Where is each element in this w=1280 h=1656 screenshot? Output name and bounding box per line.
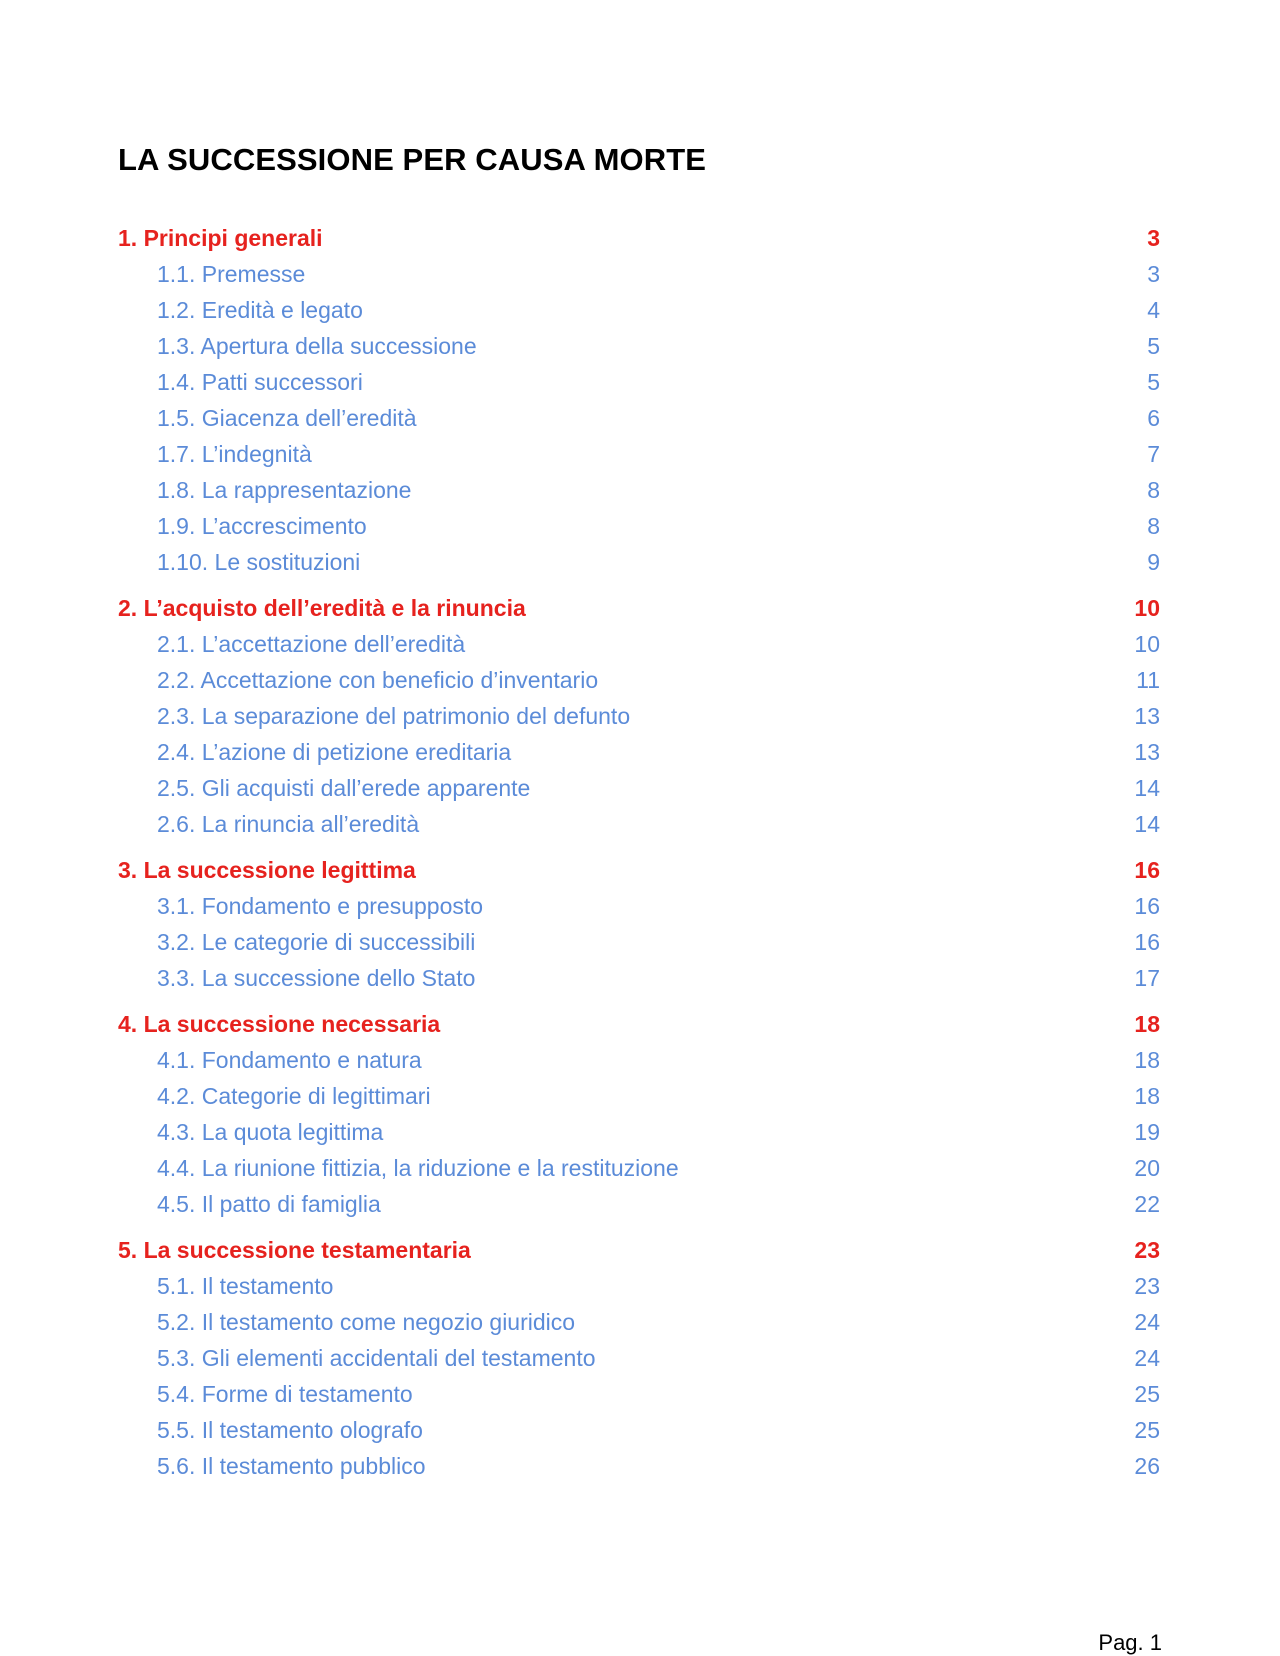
toc-section-4	[118, 1006, 1160, 1222]
toc-entry-label: 5.2. Il testamento come negozio giuridico	[157, 1309, 576, 1335]
toc-page-number: 16	[1134, 893, 1160, 919]
toc-entry[interactable]	[118, 1042, 1160, 1078]
page-title: LA SUCCESSIONE PER CAUSA MORTE	[118, 142, 707, 177]
toc-section-1	[118, 220, 1160, 580]
toc-section-label: 5. La successione testamentaria	[118, 1237, 471, 1263]
toc-entry[interactable]	[118, 806, 1160, 842]
toc-entry-label: 2.6. La rinuncia all’eredità	[157, 811, 420, 837]
toc-page-number: 3	[1147, 225, 1160, 251]
toc-entry-label: 1.5. Giacenza dell’eredità	[157, 405, 417, 431]
toc-entry-label: 1.9. L’accrescimento	[157, 513, 367, 539]
toc-entry-label: 5.3. Gli elementi accidentali del testamento	[157, 1345, 596, 1371]
toc-page-number: 5	[1147, 369, 1160, 395]
toc-page-number: 16	[1134, 857, 1160, 883]
toc-page-number: 5	[1147, 333, 1160, 359]
toc-entry[interactable]	[118, 472, 1160, 508]
toc-entry[interactable]	[118, 1186, 1160, 1222]
toc-entry-label: 2.5. Gli acquisti dall’erede apparente	[157, 775, 531, 801]
toc-page-number: 3	[1147, 261, 1160, 287]
toc-entry-label: 4.3. La quota legittima	[157, 1119, 384, 1145]
toc-page-number: 6	[1147, 405, 1160, 431]
toc-entry[interactable]	[118, 1412, 1160, 1448]
toc-section-heading[interactable]	[118, 852, 1160, 888]
toc-page-number: 25	[1134, 1381, 1160, 1407]
toc-section-3	[118, 852, 1160, 996]
toc-entry-label: 2.3. La separazione del patrimonio del defunto	[157, 703, 631, 729]
toc-entry[interactable]	[118, 292, 1160, 328]
toc-entry[interactable]	[118, 662, 1160, 698]
toc-entry[interactable]	[118, 1340, 1160, 1376]
toc-page-number: 7	[1147, 441, 1160, 467]
toc-section-heading[interactable]	[118, 1006, 1160, 1042]
toc-entry[interactable]	[118, 508, 1160, 544]
toc-entry-label: 1.2. Eredità e legato	[157, 297, 363, 323]
toc-entry-label: 1.4. Patti successori	[157, 369, 363, 395]
toc-entry[interactable]	[118, 544, 1160, 580]
toc-page-number: 8	[1147, 513, 1160, 539]
toc-page-number: 13	[1134, 739, 1160, 765]
toc-page-number: 18	[1134, 1047, 1160, 1073]
toc-page-number: 22	[1134, 1191, 1160, 1217]
toc-entry-label: 1.3. Apertura della successione	[157, 333, 477, 359]
toc-page-number: 19	[1134, 1119, 1160, 1145]
toc-entry-label: 1.10. Le sostituzioni	[157, 549, 361, 575]
toc-entry-label: 3.1. Fondamento e presupposto	[157, 893, 484, 919]
toc-entry[interactable]	[118, 626, 1160, 662]
toc-entry-label: 5.6. Il testamento pubblico	[157, 1453, 426, 1479]
toc-entry-label: 5.1. Il testamento	[157, 1273, 334, 1299]
toc-entry-label: 4.2. Categorie di legittimari	[157, 1083, 431, 1109]
toc-entry-label: 3.2. Le categorie di successibili	[157, 929, 476, 955]
toc-page-number: 25	[1134, 1417, 1160, 1443]
toc-section-5	[118, 1232, 1160, 1484]
toc-entry-label: 4.1. Fondamento e natura	[157, 1047, 422, 1073]
toc-entry-label: 4.4. La riunione fittizia, la riduzione e la restituzione	[157, 1155, 679, 1181]
toc-page-number: 16	[1134, 929, 1160, 955]
toc-entry[interactable]	[118, 1304, 1160, 1340]
toc-section-label: 1. Principi generali	[118, 225, 323, 251]
toc-entry-label: 2.2. Accettazione con beneficio d’inventario	[157, 667, 599, 693]
toc-entry-label: 2.1. L’accettazione dell’eredità	[157, 631, 466, 657]
toc-page-number: 18	[1134, 1083, 1160, 1109]
toc-entry[interactable]	[118, 770, 1160, 806]
toc-entry[interactable]	[118, 400, 1160, 436]
toc-entry[interactable]	[118, 328, 1160, 364]
toc-page-number: 24	[1134, 1345, 1160, 1371]
toc-entry[interactable]	[118, 1114, 1160, 1150]
toc-entry[interactable]	[118, 698, 1160, 734]
toc-page-number: 26	[1134, 1453, 1160, 1479]
toc-entry[interactable]	[118, 924, 1160, 960]
toc-entry[interactable]	[118, 364, 1160, 400]
toc-section-heading[interactable]	[118, 220, 1160, 256]
toc-section-heading[interactable]	[118, 1232, 1160, 1268]
toc-entry-label: 1.1. Premesse	[157, 261, 306, 287]
page-number-footer: Pag. 1	[1098, 1630, 1162, 1655]
toc-entry[interactable]	[118, 1078, 1160, 1114]
toc-page-number: 17	[1134, 965, 1160, 991]
toc-section-label: 4. La successione necessaria	[118, 1011, 441, 1037]
toc-page-number: 10	[1134, 595, 1160, 621]
toc-entry-label: 4.5. Il patto di famiglia	[157, 1191, 381, 1217]
toc-page-number: 9	[1147, 549, 1160, 575]
toc-page-number: 18	[1134, 1011, 1160, 1037]
toc-page-number: 4	[1147, 297, 1160, 323]
toc-page-number: 8	[1147, 477, 1160, 503]
toc-entry-label: 2.4. L’azione di petizione ereditaria	[157, 739, 512, 765]
toc-section-heading[interactable]	[118, 590, 1160, 626]
toc-entry[interactable]	[118, 960, 1160, 996]
toc-entry[interactable]	[118, 1448, 1160, 1484]
toc-page-number: 23	[1134, 1237, 1160, 1263]
table-of-contents	[118, 220, 1160, 1494]
toc-page-number: 11	[1136, 667, 1160, 693]
toc-entry-label: 5.4. Forme di testamento	[157, 1381, 413, 1407]
toc-entry[interactable]	[118, 1376, 1160, 1412]
toc-entry-label: 1.7. L’indegnità	[157, 441, 312, 467]
toc-page-number: 13	[1134, 703, 1160, 729]
toc-entry-label: 1.8. La rappresentazione	[157, 477, 412, 503]
toc-entry[interactable]	[118, 734, 1160, 770]
toc-page-number: 23	[1134, 1273, 1160, 1299]
toc-entry-label: 5.5. Il testamento olografo	[157, 1417, 423, 1443]
toc-section-2	[118, 590, 1160, 842]
toc-page-number: 14	[1134, 775, 1160, 801]
toc-section-label: 3. La successione legittima	[118, 857, 416, 883]
toc-entry-label: 3.3. La successione dello Stato	[157, 965, 476, 991]
toc-page-number: 20	[1134, 1155, 1160, 1181]
toc-entry[interactable]	[118, 256, 1160, 292]
toc-entry[interactable]	[118, 436, 1160, 472]
toc-section-label: 2. L’acquisto dell’eredità e la rinuncia	[118, 595, 526, 621]
toc-entry[interactable]	[118, 888, 1160, 924]
toc-entry[interactable]	[118, 1268, 1160, 1304]
toc-page-number: 24	[1134, 1309, 1160, 1335]
toc-page-number: 10	[1134, 631, 1160, 657]
toc-page-number: 14	[1134, 811, 1160, 837]
toc-entry[interactable]	[118, 1150, 1160, 1186]
